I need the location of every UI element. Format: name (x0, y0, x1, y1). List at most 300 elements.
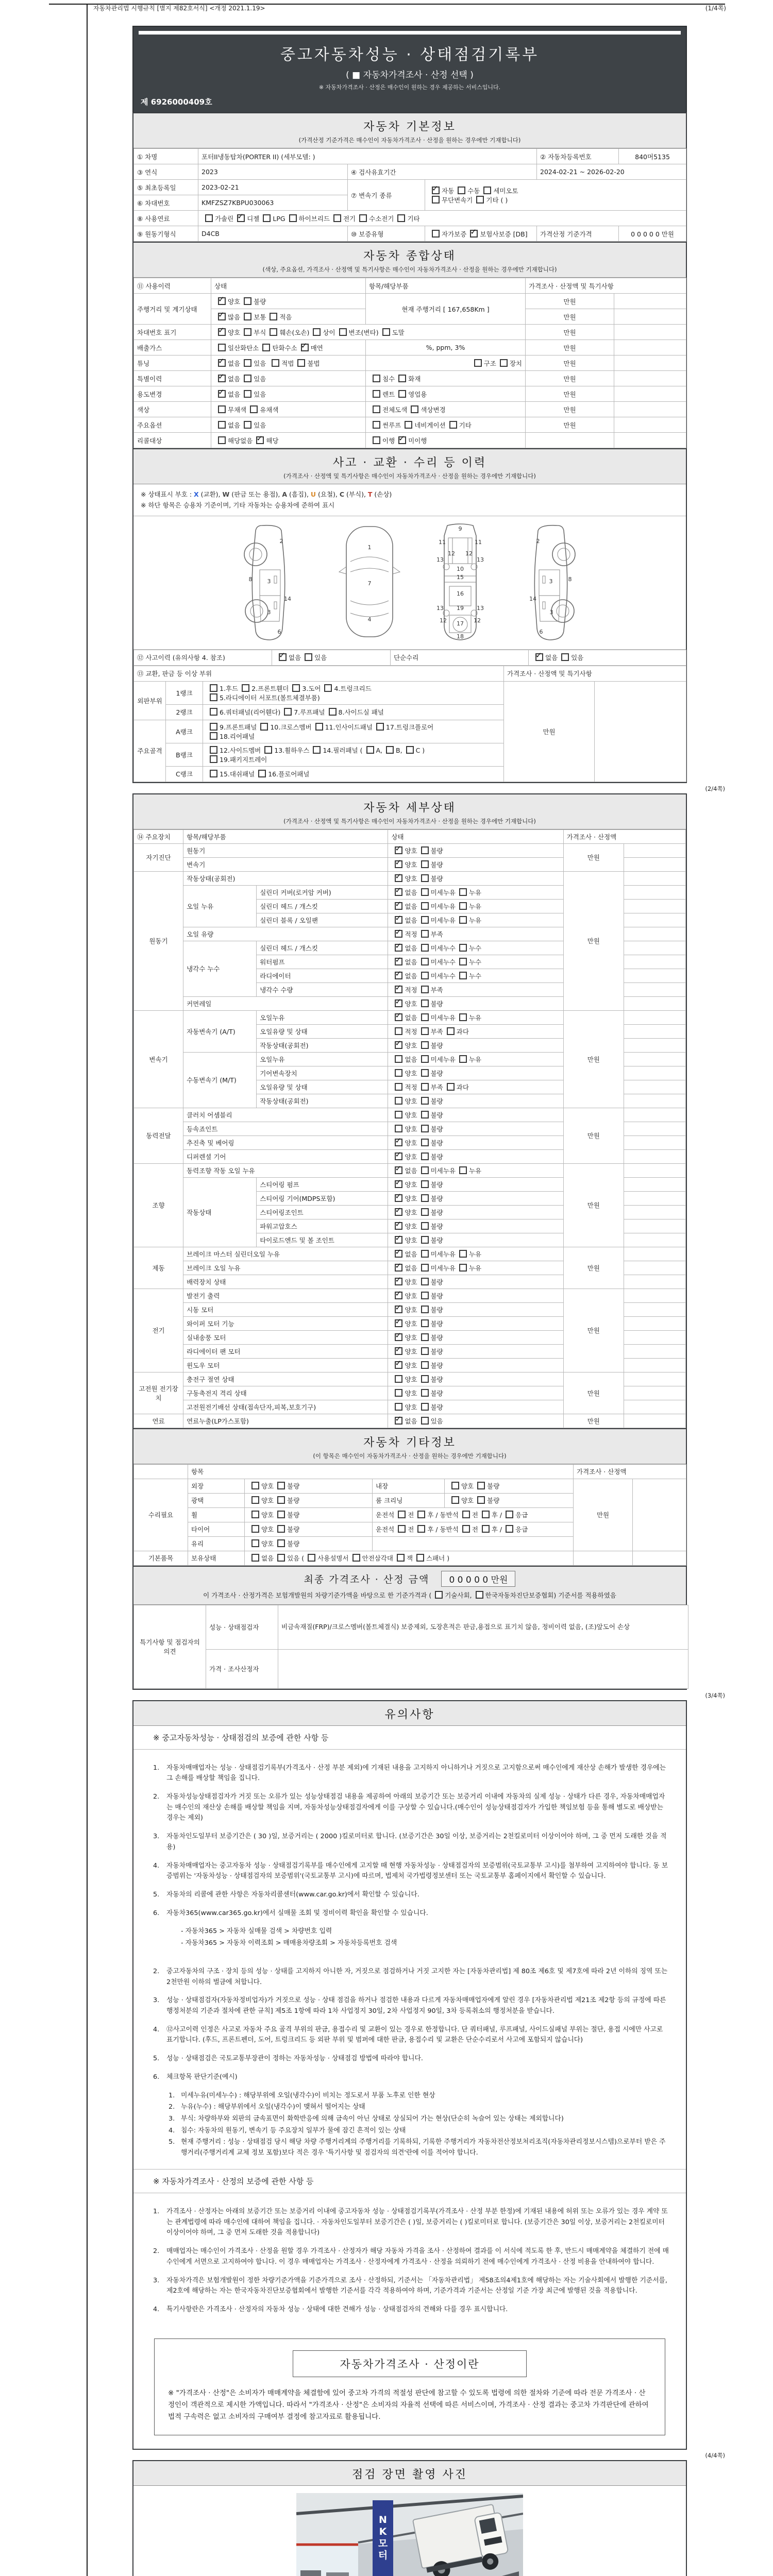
checkbox-label: 침수 (382, 375, 395, 383)
column-header: ⑬ 교환, 판금 등 이상 부위 (134, 666, 504, 681)
checkbox-해당없음[interactable] (218, 436, 226, 444)
checkbox-9.프론트패널[interactable] (210, 723, 217, 731)
checkbox-불량[interactable] (421, 1292, 429, 1299)
checkbox-2.프론트휀더[interactable] (242, 684, 249, 692)
document-header (132, 26, 687, 113)
checkbox-불량[interactable] (277, 1539, 285, 1547)
checkbox-양호[interactable] (451, 1482, 459, 1489)
cell-text (624, 996, 685, 1010)
checkbox-양호[interactable] (395, 1361, 402, 1369)
checkbox-label: 전 (472, 1511, 478, 1519)
svg-text:19: 19 (457, 604, 464, 612)
checkbox-없음[interactable] (395, 944, 402, 952)
checkbox-없음[interactable] (395, 916, 402, 924)
checkbox-양호[interactable] (395, 1333, 402, 1341)
checkbox-누유[interactable] (459, 916, 467, 924)
checkbox-과다[interactable] (447, 1027, 455, 1035)
cell-text: ① 차명 (134, 149, 198, 164)
checkbox-보통[interactable] (244, 313, 251, 320)
checkbox-불법[interactable] (297, 359, 305, 367)
checkbox-해당[interactable] (256, 436, 264, 444)
checkbox-양호[interactable] (251, 1525, 259, 1533)
checkbox-적정[interactable] (395, 930, 402, 938)
checkbox-label: 색상변경 (421, 405, 446, 414)
checkbox-적정[interactable] (395, 986, 402, 993)
checkbox-양호[interactable] (395, 874, 402, 882)
checkbox-응급[interactable] (506, 1511, 513, 1518)
price-cell: 만원 (563, 1247, 624, 1289)
notice-item (153, 2072, 670, 2083)
checkbox-누유[interactable] (459, 1264, 467, 1272)
checkbox-없음[interactable] (251, 1554, 259, 1562)
checkbox-수소전기[interactable] (359, 214, 367, 222)
checkbox-후[interactable] (482, 1525, 490, 1533)
checkbox-불량[interactable] (477, 1496, 485, 1504)
checkbox-수동[interactable] (458, 187, 465, 194)
checkbox-양호[interactable] (395, 846, 402, 854)
checkbox-불량[interactable] (421, 1403, 429, 1411)
checkbox-label: 9.프론트패널 (220, 723, 257, 731)
checkbox-양호[interactable] (395, 1069, 402, 1077)
notice-item-text: 자동차의 리콜에 관한 사항은 자동차리콜센터(www.car.go.kr)에서 확인할 수 있습니다. (166, 1890, 419, 1899)
checkbox-있음[interactable] (244, 390, 251, 398)
checkbox-썬루프[interactable] (373, 421, 380, 429)
checkbox-없음[interactable] (395, 972, 402, 979)
checkbox-8.사이드실 패널[interactable] (329, 708, 337, 716)
notice-sub-text: 부식: 차량하부와 외판의 금속표면이 화학반응에 의해 금속이 아닌 상태로 상실되어 가는 현상(단순히 녹슬어 있는 상태는 제외합니다) (181, 2115, 564, 2123)
checkbox-양호[interactable] (451, 1496, 459, 1504)
checkbox-불량[interactable] (421, 1278, 429, 1285)
checkbox-13.휠하우스[interactable] (264, 746, 272, 754)
cell-text: 변속기 (134, 1010, 183, 1108)
checkbox-탄화수소[interactable] (262, 344, 270, 351)
cell-text (595, 681, 686, 782)
checkbox-양호[interactable] (395, 1403, 402, 1411)
checkbox-14.필러패널[interactable] (313, 746, 321, 754)
checkbox-미세누수[interactable] (421, 944, 429, 952)
checkbox-label: 전 (408, 1511, 414, 1519)
field-options (211, 417, 366, 433)
checkbox-누유[interactable] (459, 1250, 467, 1258)
svg-text:12: 12 (465, 550, 473, 557)
checkbox-부족[interactable] (421, 986, 429, 993)
checkbox-사용설명서[interactable] (308, 1554, 315, 1562)
checkbox-적정[interactable] (395, 1083, 402, 1091)
checkbox-label: 불량 (430, 999, 443, 1008)
page-marker-4: (4/4쪽) (705, 2452, 725, 2460)
checkbox-없음[interactable] (535, 653, 543, 661)
checkbox-있음[interactable] (244, 421, 251, 429)
cell-text: 구동축전지 격리 상태 (183, 1386, 388, 1400)
checkbox-미세누수[interactable] (421, 958, 429, 965)
cell-text: 워터펌프 (257, 955, 388, 969)
checkbox-4.트렁크리드[interactable] (324, 684, 332, 692)
checkbox-label: 불량 (430, 1111, 443, 1119)
checkbox-불량[interactable] (277, 1482, 285, 1489)
cell-text: 외장 (188, 1479, 245, 1493)
checkbox-미세누유[interactable] (421, 1013, 429, 1021)
checkbox-누수[interactable] (459, 944, 467, 952)
svg-text:8: 8 (568, 575, 572, 583)
checkbox-양호[interactable] (395, 1319, 402, 1327)
checkbox-누유[interactable] (459, 1013, 467, 1021)
checkbox-자가보증[interactable] (432, 230, 440, 238)
checkbox-B,[interactable] (386, 746, 394, 754)
checkbox-미세누수[interactable] (421, 972, 429, 979)
price-cell: 만원 (526, 386, 614, 402)
checkbox-보험사보증[interactable] (470, 230, 478, 238)
checkbox-기술사회,[interactable] (435, 1591, 443, 1599)
checkbox-영업용[interactable] (398, 390, 406, 398)
checkbox-미세누유[interactable] (421, 1166, 429, 1174)
checkbox-불량[interactable] (244, 297, 251, 305)
checkbox-양호[interactable] (251, 1482, 259, 1489)
notice-item-number: 1. (153, 1764, 160, 1772)
checkbox-불량[interactable] (421, 1041, 429, 1049)
checkbox-잭[interactable] (397, 1554, 405, 1562)
notice-sub-item (169, 2091, 670, 2102)
checkbox-침수[interactable] (373, 375, 380, 382)
checkbox-전[interactable] (398, 1525, 406, 1533)
checkbox-불량[interactable] (277, 1525, 285, 1533)
checkbox-디젤[interactable] (237, 214, 245, 222)
checkbox-자동[interactable] (432, 187, 440, 194)
column-header: 상태 (388, 829, 563, 843)
checkbox-이행[interactable] (373, 436, 380, 444)
checkbox-불량[interactable] (421, 1236, 429, 1244)
field-options (388, 1149, 563, 1163)
cell-text: 작동상태(공회전) (183, 871, 388, 885)
checkbox-불량[interactable] (421, 1306, 429, 1313)
checkbox-불량[interactable] (477, 1482, 485, 1489)
checkbox-가솔린[interactable] (205, 214, 213, 222)
checkbox-양호[interactable] (218, 328, 226, 336)
checkbox-부족[interactable] (421, 1027, 429, 1035)
checkbox-구조[interactable] (474, 359, 482, 367)
checkbox-양호[interactable] (395, 860, 402, 868)
column-header: 가격산정 기준가격 (537, 226, 619, 242)
checkbox-없음[interactable] (395, 1013, 402, 1021)
cell-text: ⑤ 최초등록일 (134, 180, 198, 195)
checkbox-있음[interactable] (277, 1554, 285, 1562)
checkbox-label: 자동 (442, 187, 455, 195)
checkbox-불량[interactable] (421, 1139, 429, 1146)
checkbox-미세누유[interactable] (421, 916, 429, 924)
inspection-record-page (93, 4, 726, 2576)
checkbox-양호[interactable] (251, 1496, 259, 1504)
checkbox-양호[interactable] (395, 1222, 402, 1230)
checkbox-불량[interactable] (421, 1153, 429, 1160)
checkbox-불량[interactable] (421, 1319, 429, 1327)
checkbox-없음[interactable] (218, 421, 226, 429)
checkbox-없음[interactable] (395, 1264, 402, 1272)
checkbox-label: 일산화탄소 (228, 344, 259, 352)
checkbox-없음[interactable] (395, 1166, 402, 1174)
checkbox-label: 불량 (430, 1292, 443, 1300)
checkbox-양호[interactable] (395, 1194, 402, 1202)
checkbox-누수[interactable] (459, 972, 467, 979)
cell-text: 오일 유량 (183, 927, 388, 941)
checkbox-없음[interactable] (395, 1055, 402, 1063)
checkbox-불량[interactable] (421, 999, 429, 1007)
checkbox-label: 보험사보증 (480, 230, 511, 238)
checkbox-변조(변타)[interactable] (339, 328, 347, 336)
checkbox-부족[interactable] (421, 930, 429, 938)
checkbox-label: 전체도색 (382, 405, 408, 414)
checkbox-상이[interactable] (313, 328, 321, 336)
cell-text (624, 941, 685, 955)
checkbox-없음[interactable] (395, 888, 402, 896)
checkbox-후[interactable] (482, 1511, 490, 1518)
checkbox-후[interactable] (417, 1511, 425, 1518)
checkbox-부식[interactable] (244, 328, 251, 336)
checkbox-렌트[interactable] (373, 390, 380, 398)
checkbox-불량[interactable] (421, 1375, 429, 1383)
checkbox-불량[interactable] (277, 1511, 285, 1518)
checkbox-미이행[interactable] (398, 436, 406, 444)
checkbox-label: 없음 (228, 421, 241, 429)
checkbox-장치[interactable] (500, 359, 508, 367)
checkbox-불량[interactable] (421, 1389, 429, 1397)
cell-text (624, 1344, 685, 1358)
checkbox-3.도어[interactable] (292, 684, 300, 692)
notice-item-text: 체크항목 판단기준(예시) (166, 2073, 238, 2081)
checkbox-불량[interactable] (421, 1208, 429, 1216)
checkbox-무채색[interactable] (218, 405, 226, 413)
checkbox-누유[interactable] (459, 1166, 467, 1174)
checkbox-없음[interactable] (395, 1417, 402, 1425)
checkbox-훼손(오손)[interactable] (270, 328, 277, 336)
cell-text (624, 1400, 685, 1414)
cell-text (624, 1289, 685, 1302)
checkbox-누유[interactable] (459, 902, 467, 910)
cell-text (614, 325, 686, 340)
checkbox-누유[interactable] (459, 888, 467, 896)
checkbox-세미오토[interactable] (483, 187, 491, 194)
checkbox-불량[interactable] (277, 1496, 285, 1504)
field-options (388, 969, 563, 982)
cell-text (624, 1149, 685, 1163)
cell-text (624, 1205, 685, 1219)
notice-item-text: 자동차매매업자는 성능 · 상태점검기록부(가격조사 · 산정 부분 제외)에 기재된 내용을 고지하지 아니하거나 거짓으로 고지함으로써 매수인에게 재산상 손해가 발생한 경우에는 그 손해를 배상할 책임을 집니다. (166, 1764, 666, 1783)
checkbox-LPG[interactable] (263, 214, 271, 222)
checkbox-없음[interactable] (218, 359, 226, 367)
notice-sub-text: 누유(누수) : 해당부위에서 오일(냉각수)이 맺혀서 떨어지는 상태 (181, 2103, 365, 2111)
checkbox-전[interactable] (462, 1511, 470, 1518)
checkbox-미세누유[interactable] (421, 1055, 429, 1063)
checkbox-양호[interactable] (395, 1153, 402, 1160)
checkbox-없음[interactable] (395, 958, 402, 965)
checkbox-양호[interactable] (395, 1292, 402, 1299)
symbol-U: U (310, 490, 316, 498)
checkbox-양호[interactable] (395, 1306, 402, 1313)
checkbox-양호[interactable] (395, 999, 402, 1007)
checkbox-label: 불량 (430, 860, 443, 869)
field-options (211, 309, 366, 325)
cell-text: ( (299, 1554, 305, 1562)
checkbox-A,[interactable] (366, 746, 374, 754)
checkbox-불량[interactable] (421, 1180, 429, 1188)
checkbox-있음[interactable] (561, 653, 569, 661)
checkbox-유채색[interactable] (250, 405, 258, 413)
checkbox-19.패키지트레이[interactable] (210, 755, 217, 763)
cell-text (624, 1038, 685, 1052)
cell-text: 내장 (373, 1479, 445, 1493)
checkbox-양호[interactable] (395, 1041, 402, 1049)
checkbox-불량[interactable] (421, 1222, 429, 1230)
checkbox-label: 불량 (430, 1069, 443, 1077)
checkbox-없음[interactable] (395, 1250, 402, 1258)
checkbox-양호[interactable] (395, 1139, 402, 1146)
cell-text: 타이로드엔드 및 볼 조인트 (257, 1233, 388, 1247)
checkbox-불량[interactable] (421, 846, 429, 854)
checkbox-18.리어패널[interactable] (210, 732, 217, 740)
checkbox-미세누유[interactable] (421, 1264, 429, 1272)
checkbox-한국자동차진단보증협회[interactable] (476, 1591, 483, 1599)
detail-condition-table (133, 829, 686, 1428)
checkbox-label: 불량 (287, 1497, 300, 1504)
checkbox-기타 ( )[interactable] (476, 196, 484, 204)
checkbox-불량[interactable] (421, 1125, 429, 1132)
checkbox-불량[interactable] (421, 1111, 429, 1118)
checkbox-후[interactable] (417, 1525, 425, 1533)
checkbox-불량[interactable] (421, 1097, 429, 1105)
cell-text: 작동상태(공회전) (257, 1094, 388, 1108)
checkbox-label: 장치 (509, 359, 522, 367)
checkbox-6.쿼터패널(리어휀다)[interactable] (210, 708, 217, 716)
checkbox-있음[interactable] (244, 375, 251, 382)
checkbox-label: 양호 (405, 1347, 417, 1355)
checkbox-label: 미세누유 (430, 888, 456, 896)
checkbox-있음[interactable] (244, 359, 251, 367)
checkbox-양호[interactable] (251, 1511, 259, 1518)
checkbox-양호[interactable] (395, 1097, 402, 1105)
checkbox-양호[interactable] (395, 1347, 402, 1355)
checkbox-label: 미세누유 (430, 1166, 456, 1175)
field-options (388, 1372, 563, 1386)
cell-text (633, 1551, 686, 1565)
checkbox-도말[interactable] (382, 328, 390, 336)
cell-text: %, ppm, 3% (366, 340, 526, 355)
checkbox-불량[interactable] (421, 874, 429, 882)
checkbox-미세누유[interactable] (421, 888, 429, 896)
field-options (388, 1358, 563, 1372)
checkbox-양호[interactable] (395, 1278, 402, 1285)
checkbox-누유[interactable] (459, 1055, 467, 1063)
checkbox-불량[interactable] (421, 1069, 429, 1077)
cell-text: 자동변속기 (A/T) (183, 1010, 257, 1052)
cell-text: 고전원 전기장치 (134, 1372, 183, 1414)
checkbox-label: 불량 (487, 1482, 500, 1490)
checkbox-7.루프패널[interactable] (284, 708, 292, 716)
checkbox-12.사이드멤버[interactable] (210, 746, 217, 754)
checkbox-5.라디에이터 서포트(볼트체결부품)[interactable] (210, 693, 217, 701)
symbol-C: C (339, 490, 345, 498)
checkbox-무단변속기[interactable] (432, 196, 440, 204)
checkbox-16.플로어패널[interactable] (258, 770, 266, 777)
checkbox-있음[interactable] (305, 653, 312, 661)
checkbox-일산화탄소[interactable] (218, 344, 226, 351)
checkbox-양호[interactable] (218, 297, 226, 305)
checkbox-전[interactable] (398, 1511, 406, 1518)
cell-text: 운전석 (376, 1511, 395, 1519)
checkbox-미세누유[interactable] (421, 1250, 429, 1258)
checkbox-매연[interactable] (301, 344, 309, 351)
checkbox-불량[interactable] (421, 1361, 429, 1369)
field-options (373, 1507, 574, 1522)
checkbox-11.인사이드패널[interactable] (315, 723, 323, 731)
checkbox-네비게이션[interactable] (405, 421, 412, 429)
checkbox-없음[interactable] (218, 375, 226, 382)
checkbox-양호[interactable] (395, 1180, 402, 1188)
checkbox-많음[interactable] (218, 313, 226, 320)
field-options (211, 386, 366, 402)
checkbox-불량[interactable] (421, 1347, 429, 1355)
checkbox-양호[interactable] (251, 1539, 259, 1547)
checkbox-양호[interactable] (395, 1236, 402, 1244)
checkbox-없음[interactable] (218, 390, 226, 398)
cell-text (624, 1052, 685, 1066)
price-cell: 만원 (563, 871, 624, 1010)
checkbox-양호[interactable] (395, 1208, 402, 1216)
checkbox-안전삼각대[interactable] (352, 1554, 360, 1562)
checkbox-전[interactable] (462, 1525, 470, 1533)
checkbox-기타[interactable] (449, 421, 457, 429)
checkbox-불량[interactable] (421, 1194, 429, 1202)
checkbox-과다[interactable] (447, 1083, 455, 1091)
checkbox-10.크로스멤버[interactable] (260, 723, 268, 731)
checkbox-불량[interactable] (421, 860, 429, 868)
checkbox-적법[interactable] (272, 359, 279, 367)
checkbox-없음[interactable] (279, 653, 287, 661)
checkbox-색상변경[interactable] (411, 405, 418, 413)
checkbox-전기[interactable] (333, 214, 341, 222)
checkbox-응급[interactable] (506, 1525, 513, 1533)
checkbox-양호[interactable] (395, 1375, 402, 1383)
checkbox-불량[interactable] (421, 1333, 429, 1341)
checkbox-하이브리드[interactable] (289, 214, 297, 222)
checkbox-15.대쉬패널[interactable] (210, 770, 217, 777)
checkbox-스패너[interactable] (416, 1554, 424, 1562)
checkbox-전체도색[interactable] (373, 405, 380, 413)
price-cell: 만원 (563, 843, 624, 871)
checkbox-label: 기타 (459, 421, 472, 429)
checkbox-화재[interactable] (398, 375, 406, 382)
checkbox-양호[interactable] (395, 1111, 402, 1118)
checkbox-적음[interactable] (270, 313, 277, 320)
checkbox-양호[interactable] (395, 1389, 402, 1397)
checkbox-양호[interactable] (395, 1125, 402, 1132)
checkbox-label: 누수 (468, 958, 482, 966)
checkbox-label: 과다 (456, 1027, 469, 1036)
checkbox-1.후드[interactable] (210, 684, 217, 692)
checkbox-C[interactable] (406, 746, 414, 754)
checkbox-누수[interactable] (459, 958, 467, 965)
notice-item-text: 자동차365(www.car365.go.kr)에서 실매물 조회 및 정비이력 확인을 확인할 수 있습니다. (166, 1909, 428, 1917)
field-options (211, 433, 366, 448)
checkbox-미세누유[interactable] (421, 902, 429, 910)
price-cell: 만원 (563, 1372, 624, 1414)
field-options (388, 1330, 563, 1344)
checkbox-기타[interactable] (397, 214, 405, 222)
checkbox-부족[interactable] (421, 1083, 429, 1091)
checkbox-적정[interactable] (395, 1027, 402, 1035)
checkbox-없음[interactable] (395, 902, 402, 910)
checkbox-있음[interactable] (421, 1417, 429, 1425)
cell-text: 광택 (188, 1493, 245, 1507)
checkbox-label: 없음 (405, 902, 417, 910)
checkbox-17.트렁크플로어[interactable] (376, 723, 384, 731)
